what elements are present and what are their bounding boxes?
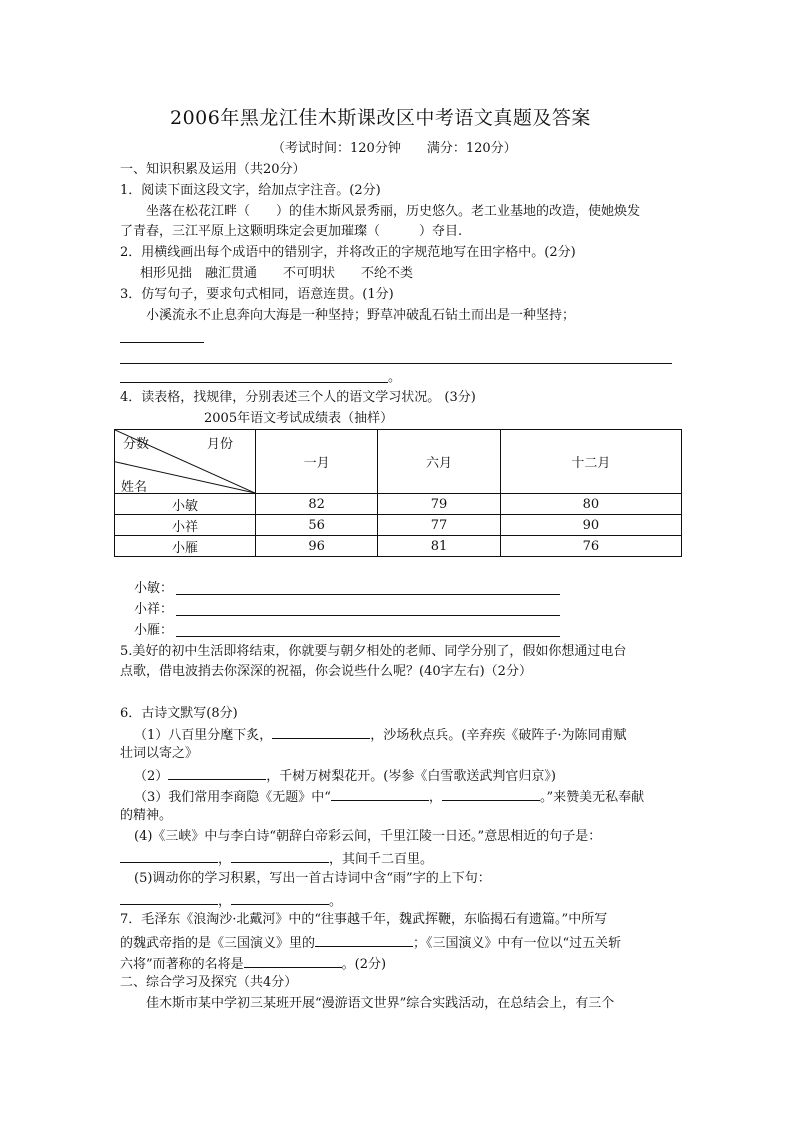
question-6-part-2: （2） ，千树万树梨花开。(岑参《白雪歌送武判官归京》) — [134, 769, 556, 784]
fill-blank[interactable] — [315, 934, 413, 947]
section-2-heading: 二、综合学习及探究（共4分） — [120, 975, 298, 990]
header-name-label: 姓名 — [121, 480, 148, 495]
question-1-passage-line-1: 坐落在松花江畔（ ）的佳木斯风景秀丽，历史悠久。老工业基地的改造，使她焕发 — [146, 204, 641, 219]
answer-label-xiaomin: 小敏： — [134, 581, 174, 596]
question-7-line-3: 六将”而著称的名将是 。(2分) — [120, 957, 387, 972]
score-cell: 76 — [500, 536, 681, 557]
question-3-sentence: 小溪流永不止息奔向大海是一种坚持；野草冲破乱石钻土而出是一种坚持； — [146, 308, 576, 323]
question-6-part-4-blanks: ， ，其间千二百里。 — [120, 850, 433, 868]
table-header-month: 一月 — [256, 430, 378, 494]
table-title: 2005年语文考试成绩表（抽样） — [204, 411, 394, 426]
score-cell: 96 — [256, 536, 378, 557]
fill-blank[interactable] — [120, 850, 218, 863]
question-6: 6．古诗文默写(8分) — [120, 706, 238, 721]
fill-blank[interactable] — [272, 726, 370, 739]
question-4: 4．读表格，找规律，分别表述三个人的语文学习状况。 (3分) — [120, 390, 476, 405]
score-table — [114, 429, 682, 557]
question-6-part-3: （3）我们常用李商隐《无题》中“ ， 。”来赞美无私奉献 — [134, 790, 645, 805]
fill-blank[interactable] — [244, 955, 342, 968]
section-2-intro: 佳木斯市某中学初三某班开展“漫游语文世界”综合实践活动，在总结会上，有三个 — [146, 996, 615, 1011]
table-header-month: 六月 — [378, 430, 500, 494]
fill-blank[interactable] — [168, 767, 266, 780]
student-name: 小敏 — [115, 494, 256, 515]
question-3-period: 。 — [388, 370, 402, 385]
student-name: 小雁 — [115, 536, 256, 557]
table-row — [115, 494, 682, 515]
page-title: 2006年黑龙江佳木斯课改区中考语文真题及答案 — [170, 107, 591, 129]
table-row — [115, 515, 682, 536]
question-2: 2．用横线画出每个成语中的错别字，并将改正的字规范地写在田字格中。(2分) — [120, 245, 576, 260]
answer-line[interactable] — [120, 363, 672, 364]
question-1: 1．阅读下面这段文字，给加点字注音。(2分) — [120, 183, 381, 198]
table-header-month: 十二月 — [500, 430, 681, 494]
score-cell: 81 — [378, 536, 500, 557]
question-2-idioms: 相形见拙 融汇贯通 不可明状 不纶不类 — [140, 266, 414, 281]
question-6-part-1: （1）八百里分麾下炙， ，沙场秋点兵。(辛弃疾《破阵子·为陈同甫赋 — [134, 728, 627, 743]
fill-blank[interactable] — [231, 892, 329, 905]
question-5-line-2: 点歌，借电波捎去你深深的祝福，你会说些什么呢？(40字左右)（2分） — [120, 664, 532, 679]
score-cell: 90 — [500, 515, 681, 536]
answer-line[interactable] — [176, 615, 560, 616]
question-6-part-3-cont: 的精神。 — [120, 808, 173, 823]
answer-line[interactable] — [120, 342, 204, 343]
question-7-line-2: 的魏武帝指的是《三国演义》里的 ；《三国演义》中有一位以“过五关斩 — [120, 936, 622, 951]
score-cell: 80 — [500, 494, 681, 515]
fill-blank[interactable] — [442, 788, 540, 801]
student-name: 小祥 — [115, 515, 256, 536]
question-1-passage-line-2: 了青春，三江平原上这颗明珠定会更加璀璨（ ）夺目. — [120, 224, 463, 239]
question-6-part-4: (4)《三峡》中与李白诗“朝辞白帝彩云间，千里江陵一日还。”意思相近的句子是： — [134, 829, 602, 844]
table-row — [115, 536, 682, 557]
answer-line[interactable] — [176, 636, 560, 637]
question-6-part-1-cont: 壮词以寄之》 — [120, 746, 199, 761]
header-score-label: 分数 — [123, 437, 150, 452]
score-cell: 82 — [256, 494, 378, 515]
question-3: 3．仿写句子，要求句式相同，语意连贯。(1分) — [120, 287, 394, 302]
fill-blank[interactable] — [331, 788, 429, 801]
question-6-part-5: (5)调动你的学习积累，写出一首古诗词中含“雨”字的上下句： — [134, 871, 491, 886]
answer-label-xiaoxiang: 小祥： — [134, 602, 174, 617]
score-cell: 79 — [378, 494, 500, 515]
exam-info: （考试时间：120分钟 满分：120分） — [272, 141, 517, 156]
question-5-line-1: 5.美好的初中生活即将结束，你就要与朝夕相处的老师、同学分别了，假如你想通过电台 — [120, 644, 627, 659]
answer-line[interactable] — [176, 594, 560, 595]
section-1-heading: 一、知识积累及运用（共20分） — [120, 162, 306, 177]
fill-blank[interactable] — [231, 850, 329, 863]
table-header-diagonal-cell — [115, 430, 256, 494]
fill-blank[interactable] — [120, 892, 218, 905]
score-cell: 56 — [256, 515, 378, 536]
score-cell: 77 — [378, 515, 500, 536]
header-month-label: 月份 — [207, 437, 234, 452]
question-7-line-1: 7．毛泽东《浪淘沙·北戴河》中的“往事越千年，魏武挥鞭，东临揭石有遗篇。”中所写 — [120, 912, 608, 927]
answer-label-xiaoyan: 小雁： — [134, 623, 174, 638]
answer-line[interactable] — [120, 382, 388, 383]
question-6-part-5-blanks: ， 。 — [120, 892, 342, 910]
